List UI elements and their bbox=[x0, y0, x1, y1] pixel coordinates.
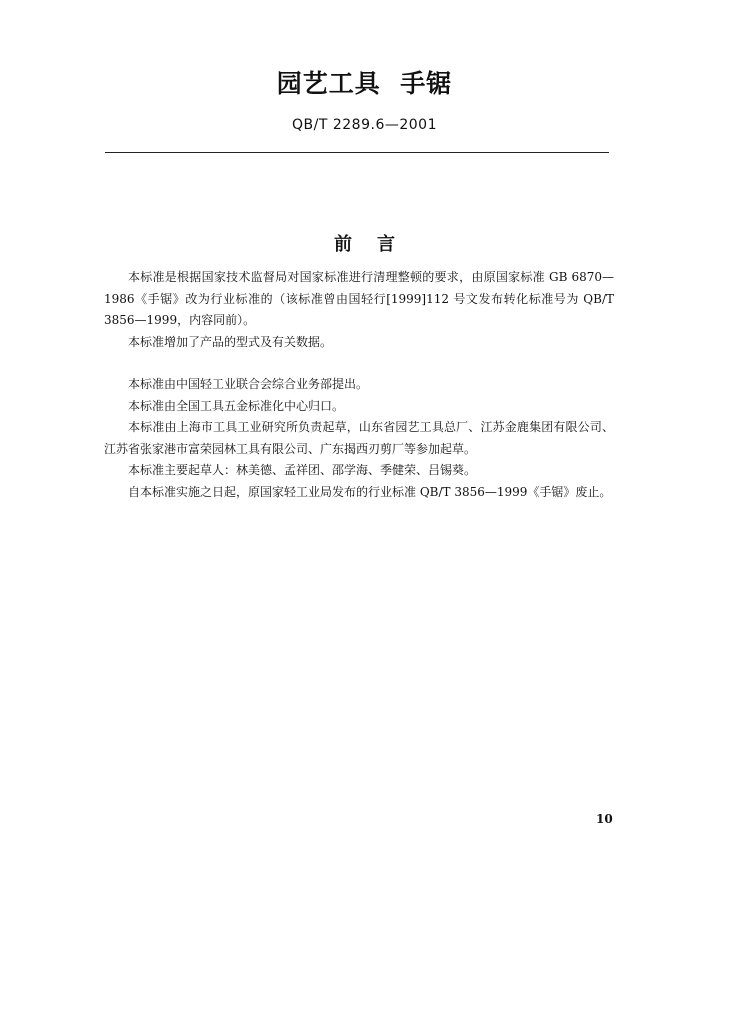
page-number: 10 bbox=[596, 812, 613, 826]
standard-code: QB/T 2289.6—2001 bbox=[292, 117, 437, 133]
paragraph-origin: 本标准是根据国家技术监督局对国家标准进行清理整顿的要求，由原国家标准 GB 6870—1986《手锯》改为行业标准的（该标准曾由国轻行[1999]112 号文发布转化标准号为 QB/T 3856—1999，内容同前）。 bbox=[104, 270, 614, 327]
foreword-block-2 bbox=[104, 374, 614, 503]
section-heading: 前 言 bbox=[333, 234, 396, 255]
paragraph-main-drafters: 本标准主要起草人：林美德、孟祥团、邵学海、季健荣、吕锡葵。 bbox=[128, 463, 477, 477]
paragraph-proposer: 本标准由中国轻工业联合会综合业务部提出。 bbox=[128, 377, 369, 391]
paragraph-additions: 本标准增加了产品的型式及有关数据。 bbox=[128, 334, 333, 349]
paragraph-drafters: 本标准由上海市工具工业研究所负责起草，山东省园艺工具总厂、江苏金鹿集团有限公司、江苏省张家港市富荣园林工具有限公司、广东揭西刃剪厂等参加起草。 bbox=[104, 420, 614, 456]
header-divider bbox=[105, 152, 609, 153]
document-title: 园艺工具 手锯 bbox=[276, 69, 453, 98]
paragraph-repeal: 自本标准实施之日起，原国家轻工业局发布的行业标准 QB/T 3856—1999《手锯》废止。 bbox=[128, 484, 612, 499]
paragraph-centralized: 本标准由全国工具五金标准化中心归口。 bbox=[128, 398, 345, 413]
foreword-block-1 bbox=[104, 267, 614, 353]
